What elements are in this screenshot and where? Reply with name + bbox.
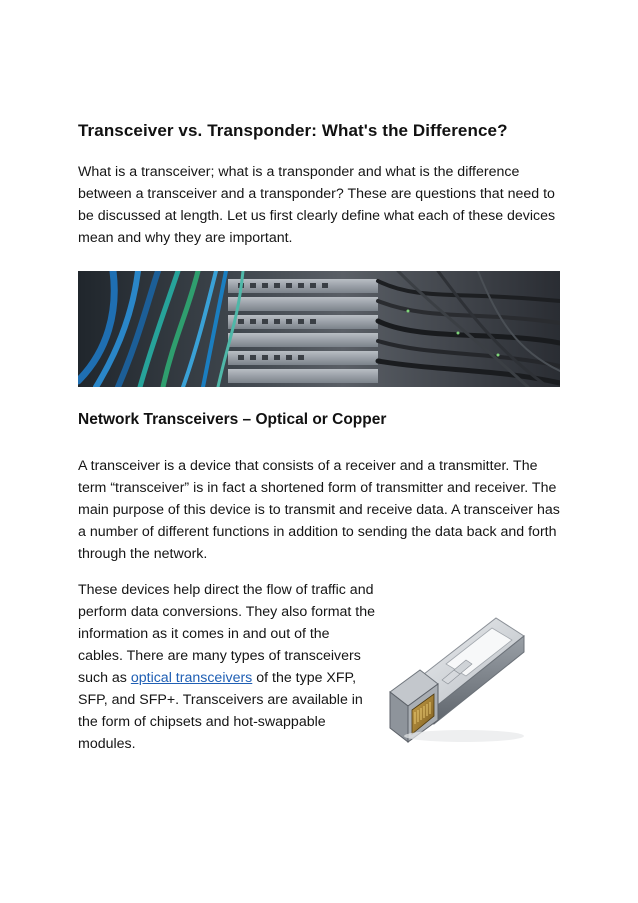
paragraph-3-text-start: These devices help direct the flow of traffic and perform data conversions. They also format the information as it comes in and out of the cables. There are many types of transceivers such as — [78, 582, 376, 686]
paragraph-2-block — [78, 455, 564, 565]
intro-block — [78, 161, 564, 249]
sfp-module-image — [384, 596, 534, 748]
section-heading: Network Transceivers – Optical or Copper — [78, 411, 387, 428]
paragraph-3-text-end: of the type XFP, SFP, and SFP+. Transceivers are available in the form of chipsets and hot-swappable modules. — [78, 670, 363, 752]
server-rack-cables-image — [78, 271, 560, 387]
paragraph-3-block — [78, 579, 378, 755]
paragraph-3 — [78, 579, 378, 755]
article-title: Transceiver vs. Transponder: What's the Difference? — [78, 121, 508, 140]
optical-transceivers-link[interactable]: optical transceivers — [130, 670, 253, 686]
intro-paragraph: What is a transceiver; what is a transponder and what is the difference between a transceiver and a transponder? These are questions that need to be discussed at length. Let us first clearly define what each of these devices mean and why they are important. — [78, 164, 556, 246]
paragraph-2: A transceiver is a device that consists of a receiver and a transmitter. The term “transceiver” is in fact a shortened form of transmitter and receiver. The main purpose of this device is to transmit and receive data. A transceiver has a number of different functions in addition to sending the data back and forth through the network. — [78, 458, 560, 562]
